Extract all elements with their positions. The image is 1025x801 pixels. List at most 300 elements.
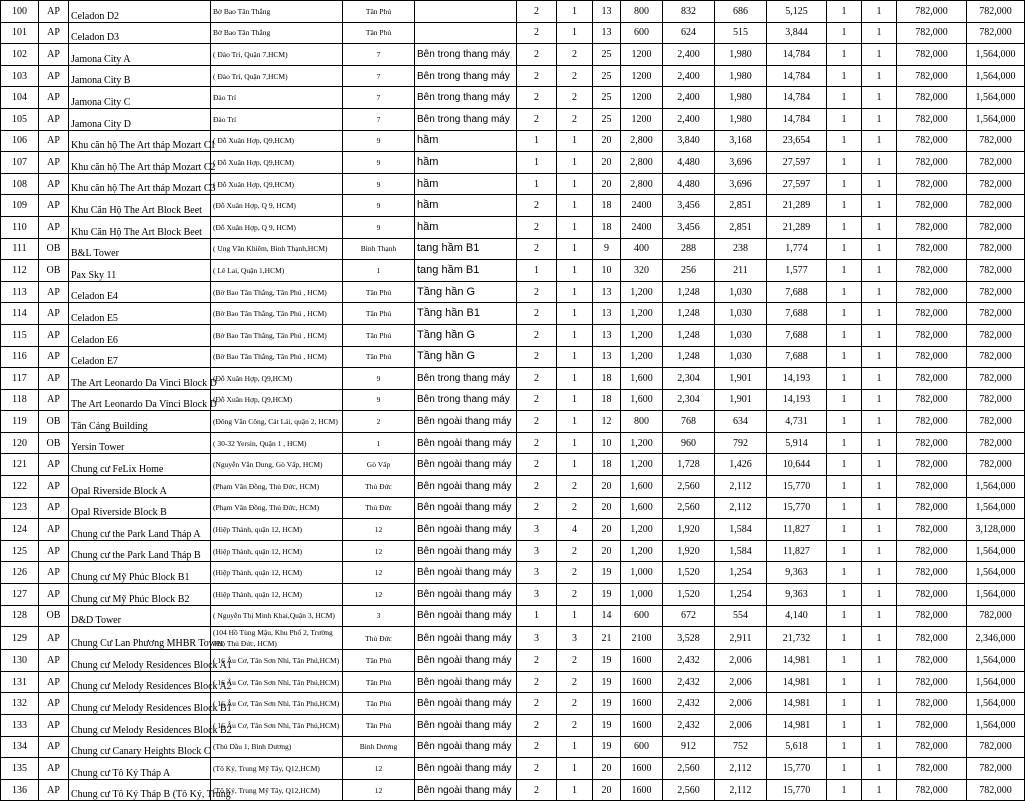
- placement-note-cell: [415, 1, 517, 23]
- address-cell: ( Đỗ Xuân Hợp, Q9,HCM): [211, 130, 343, 152]
- address-cell: ( Đỗ Xuân Hợp, Q9,HCM): [211, 173, 343, 195]
- floor-count-cell: 21: [593, 627, 621, 650]
- screen-count-cell: 2: [517, 1, 557, 23]
- row-number-cell: 102: [1, 44, 39, 66]
- table-row: [1, 519, 1025, 541]
- table-row: [1, 432, 1025, 454]
- district-cell: 9: [343, 152, 415, 174]
- address-cell: ( 16 Âu Cơ, Tân Sơn Nhì, Tân Phú,HCM): [211, 715, 343, 737]
- row-number-cell: 121: [1, 454, 39, 476]
- floor-count-cell: 20: [593, 173, 621, 195]
- impressions-cell: 1,520: [663, 584, 715, 606]
- screen-count-cell: 2: [517, 432, 557, 454]
- elevator-count-cell: 1: [557, 389, 593, 411]
- frequency-cell: 1: [862, 281, 897, 303]
- total-price-cell: 1,564,000: [967, 44, 1025, 66]
- total-price-cell: 782,000: [967, 389, 1025, 411]
- total-views-cell: 14,981: [767, 671, 827, 693]
- building-name-cell: Chung cư FeLix Home: [69, 454, 211, 476]
- floor-count-cell: 13: [593, 346, 621, 368]
- duration-cell: 1: [827, 173, 862, 195]
- reach-cell: 1,584: [715, 519, 767, 541]
- district-cell: Tân Phú: [343, 22, 415, 44]
- reach-cell: 2,006: [715, 671, 767, 693]
- elevator-count-cell: 2: [557, 476, 593, 498]
- floor-count-cell: 10: [593, 432, 621, 454]
- table-row: [1, 303, 1025, 325]
- row-number-cell: 106: [1, 130, 39, 152]
- unit-price-cell: 782,000: [897, 671, 967, 693]
- unit-price-cell: 782,000: [897, 173, 967, 195]
- floor-count-cell: 19: [593, 562, 621, 584]
- total-views-cell: 27,597: [767, 152, 827, 174]
- frequency-cell: 1: [862, 108, 897, 130]
- total-price-cell: 2,346,000: [967, 627, 1025, 650]
- impressions-cell: 3,840: [663, 130, 715, 152]
- screen-count-cell: 3: [517, 562, 557, 584]
- apartment-count-cell: 1,600: [621, 368, 663, 390]
- row-number-cell: 134: [1, 736, 39, 758]
- screen-count-cell: 1: [517, 130, 557, 152]
- unit-price-cell: 782,000: [897, 303, 967, 325]
- row-number-cell: 119: [1, 411, 39, 433]
- placement-note-cell: Bên ngoài thang máy: [415, 758, 517, 780]
- table-row: [1, 736, 1025, 758]
- total-views-cell: 11,827: [767, 540, 827, 562]
- impressions-cell: 2,560: [663, 758, 715, 780]
- total-price-cell: 782,000: [967, 303, 1025, 325]
- address-cell: Đào Trí: [211, 87, 343, 109]
- screen-count-cell: 2: [517, 303, 557, 325]
- apartment-count-cell: 1,600: [621, 476, 663, 498]
- row-number-cell: 133: [1, 715, 39, 737]
- district-cell: 9: [343, 195, 415, 217]
- floor-count-cell: 18: [593, 454, 621, 476]
- table-row: [1, 44, 1025, 66]
- reach-cell: 1,030: [715, 324, 767, 346]
- building-type-cell: AP: [39, 368, 69, 390]
- building-name-cell: Chung cư the Park Land Tháp B: [69, 540, 211, 562]
- building-type-cell: AP: [39, 584, 69, 606]
- duration-cell: 1: [827, 584, 862, 606]
- row-number-cell: 111: [1, 238, 39, 260]
- total-views-cell: 14,784: [767, 44, 827, 66]
- building-name-cell: Celadon E7: [69, 346, 211, 368]
- elevator-count-cell: 1: [557, 368, 593, 390]
- reach-cell: 1,980: [715, 108, 767, 130]
- placement-note-cell: Bên ngoài thang máy: [415, 411, 517, 433]
- duration-cell: 1: [827, 152, 862, 174]
- total-views-cell: 1,577: [767, 260, 827, 282]
- impressions-cell: 624: [663, 22, 715, 44]
- address-cell: (Bờ Bao Tân Thắng, Tân Phú , HCM): [211, 346, 343, 368]
- building-name-cell: Chung cư Melody Residences Block A1: [69, 650, 211, 672]
- impressions-cell: 832: [663, 1, 715, 23]
- apartment-count-cell: 400: [621, 238, 663, 260]
- duration-cell: 1: [827, 519, 862, 541]
- building-name-cell: Chung cư Mỹ Phúc Block B1: [69, 562, 211, 584]
- building-name-cell: Chung cư Melody Residences Block A2: [69, 671, 211, 693]
- frequency-cell: 1: [862, 736, 897, 758]
- district-cell: 2: [343, 411, 415, 433]
- screen-count-cell: 2: [517, 281, 557, 303]
- building-type-cell: AP: [39, 389, 69, 411]
- elevator-count-cell: 1: [557, 758, 593, 780]
- table-row: [1, 671, 1025, 693]
- placement-note-cell: Bên ngoài thang máy: [415, 562, 517, 584]
- table-row: [1, 346, 1025, 368]
- impressions-cell: 1,728: [663, 454, 715, 476]
- table-row: [1, 627, 1025, 650]
- floor-count-cell: 13: [593, 303, 621, 325]
- unit-price-cell: 782,000: [897, 44, 967, 66]
- building-name-cell: Khu căn hộ The Art tháp Mozart C1: [69, 130, 211, 152]
- unit-price-cell: 782,000: [897, 627, 967, 650]
- duration-cell: 1: [827, 411, 862, 433]
- row-number-cell: 117: [1, 368, 39, 390]
- total-views-cell: 3,844: [767, 22, 827, 44]
- reach-cell: 1,584: [715, 540, 767, 562]
- duration-cell: 1: [827, 540, 862, 562]
- frequency-cell: 1: [862, 260, 897, 282]
- placement-note-cell: Bên ngoài thang máy: [415, 779, 517, 801]
- frequency-cell: 1: [862, 519, 897, 541]
- building-name-cell: Chung cư Tô Ký Tháp B (Tô Ký, Trung: [69, 779, 211, 801]
- frequency-cell: 1: [862, 650, 897, 672]
- duration-cell: 1: [827, 627, 862, 650]
- floor-count-cell: 19: [593, 584, 621, 606]
- address-cell: ( Ung Văn Khiêm, Bình Thạnh,HCM): [211, 238, 343, 260]
- placement-note-cell: Bên ngoài thang máy: [415, 627, 517, 650]
- total-price-cell: 3,128,000: [967, 519, 1025, 541]
- impressions-cell: 2,560: [663, 497, 715, 519]
- placement-note-cell: Bên ngoài thang máy: [415, 671, 517, 693]
- unit-price-cell: 782,000: [897, 650, 967, 672]
- address-cell: (Đỗ Xuân Hợp, Q 9, HCM): [211, 195, 343, 217]
- apartment-count-cell: 800: [621, 411, 663, 433]
- total-price-cell: 782,000: [967, 368, 1025, 390]
- row-number-cell: 109: [1, 195, 39, 217]
- screen-count-cell: 2: [517, 389, 557, 411]
- elevator-count-cell: 2: [557, 584, 593, 606]
- total-views-cell: 14,981: [767, 650, 827, 672]
- total-views-cell: 5,914: [767, 432, 827, 454]
- placement-note-cell: Bên trong thang máy: [415, 44, 517, 66]
- total-views-cell: 7,688: [767, 281, 827, 303]
- elevator-count-cell: 2: [557, 715, 593, 737]
- elevator-count-cell: 1: [557, 195, 593, 217]
- screen-count-cell: 2: [517, 238, 557, 260]
- row-number-cell: 100: [1, 1, 39, 23]
- building-name-cell: Opal Riverside Block A: [69, 476, 211, 498]
- apartment-count-cell: 1600: [621, 715, 663, 737]
- duration-cell: 1: [827, 44, 862, 66]
- screen-count-cell: 1: [517, 152, 557, 174]
- unit-price-cell: 782,000: [897, 432, 967, 454]
- building-type-cell: AP: [39, 540, 69, 562]
- elevator-count-cell: 1: [557, 303, 593, 325]
- total-views-cell: 1,774: [767, 238, 827, 260]
- reach-cell: 515: [715, 22, 767, 44]
- unit-price-cell: 782,000: [897, 476, 967, 498]
- total-price-cell: 782,000: [967, 1, 1025, 23]
- frequency-cell: 1: [862, 303, 897, 325]
- duration-cell: 1: [827, 389, 862, 411]
- floor-count-cell: 20: [593, 540, 621, 562]
- unit-price-cell: 782,000: [897, 260, 967, 282]
- placement-note-cell: Bên ngoài thang máy: [415, 519, 517, 541]
- address-cell: (Đỗ Xuân Hợp, Q9,HCM): [211, 368, 343, 390]
- total-price-cell: 782,000: [967, 216, 1025, 238]
- frequency-cell: 1: [862, 238, 897, 260]
- row-number-cell: 129: [1, 627, 39, 650]
- address-cell: (Hiệp Thành, quận 12, HCM): [211, 584, 343, 606]
- total-price-cell: 1,564,000: [967, 671, 1025, 693]
- building-name-cell: Celadon D3: [69, 22, 211, 44]
- row-number-cell: 135: [1, 758, 39, 780]
- apartment-count-cell: 1600: [621, 693, 663, 715]
- duration-cell: 1: [827, 432, 862, 454]
- row-number-cell: 131: [1, 671, 39, 693]
- apartment-count-cell: 2,800: [621, 173, 663, 195]
- row-number-cell: 107: [1, 152, 39, 174]
- reach-cell: 2,911: [715, 627, 767, 650]
- reach-cell: 2,112: [715, 476, 767, 498]
- district-cell: 12: [343, 540, 415, 562]
- placement-note-cell: Bên ngoài thang máy: [415, 497, 517, 519]
- impressions-cell: 2,560: [663, 779, 715, 801]
- row-number-cell: 114: [1, 303, 39, 325]
- impressions-cell: 1,248: [663, 281, 715, 303]
- address-cell: ( Đào Trí, Quận 7,HCM): [211, 65, 343, 87]
- placement-note-cell: Bên ngoài thang máy: [415, 650, 517, 672]
- district-cell: 1: [343, 260, 415, 282]
- address-cell: (Thủ Dầu 1, Bình Dương): [211, 736, 343, 758]
- reach-cell: 634: [715, 411, 767, 433]
- building-type-cell: AP: [39, 173, 69, 195]
- reach-cell: 3,696: [715, 173, 767, 195]
- total-price-cell: 1,564,000: [967, 65, 1025, 87]
- floor-count-cell: 20: [593, 130, 621, 152]
- screen-count-cell: 2: [517, 324, 557, 346]
- district-cell: 9: [343, 216, 415, 238]
- total-price-cell: 782,000: [967, 605, 1025, 627]
- placement-note-cell: hầm: [415, 173, 517, 195]
- placement-note-cell: Bên trong thang máy: [415, 389, 517, 411]
- row-number-cell: 126: [1, 562, 39, 584]
- elevator-count-cell: 2: [557, 44, 593, 66]
- apartment-count-cell: 1200: [621, 108, 663, 130]
- building-type-cell: AP: [39, 497, 69, 519]
- floor-count-cell: 18: [593, 368, 621, 390]
- unit-price-cell: 782,000: [897, 519, 967, 541]
- placement-note-cell: Tầng hần G: [415, 346, 517, 368]
- building-name-cell: D&D Tower: [69, 605, 211, 627]
- row-number-cell: 104: [1, 87, 39, 109]
- elevator-count-cell: 2: [557, 693, 593, 715]
- duration-cell: 1: [827, 346, 862, 368]
- total-price-cell: 782,000: [967, 22, 1025, 44]
- table-row: [1, 650, 1025, 672]
- building-name-cell: Jamona City A: [69, 44, 211, 66]
- impressions-cell: 2,400: [663, 44, 715, 66]
- total-views-cell: 21,732: [767, 627, 827, 650]
- address-cell: (Bờ Bao Tân Thắng, Tân Phú , HCM): [211, 303, 343, 325]
- reach-cell: 1,901: [715, 368, 767, 390]
- unit-price-cell: 782,000: [897, 108, 967, 130]
- address-cell: (Nguyễn Văn Dung, Gò Vấp, HCM): [211, 454, 343, 476]
- row-number-cell: 115: [1, 324, 39, 346]
- row-number-cell: 132: [1, 693, 39, 715]
- address-cell: ( Đỗ Xuân Hợp, Q9,HCM): [211, 152, 343, 174]
- building-type-cell: OB: [39, 432, 69, 454]
- duration-cell: 1: [827, 1, 862, 23]
- impressions-cell: 2,432: [663, 715, 715, 737]
- total-views-cell: 4,140: [767, 605, 827, 627]
- screen-count-cell: 2: [517, 108, 557, 130]
- elevator-count-cell: 2: [557, 65, 593, 87]
- duration-cell: 1: [827, 324, 862, 346]
- floor-count-cell: 20: [593, 152, 621, 174]
- total-price-cell: 1,564,000: [967, 562, 1025, 584]
- building-type-cell: OB: [39, 411, 69, 433]
- frequency-cell: 1: [862, 152, 897, 174]
- building-type-cell: AP: [39, 22, 69, 44]
- total-price-cell: 782,000: [967, 346, 1025, 368]
- row-number-cell: 103: [1, 65, 39, 87]
- reach-cell: 1,426: [715, 454, 767, 476]
- elevator-count-cell: 2: [557, 108, 593, 130]
- address-cell: ( 16 Âu Cơ, Tân Sơn Nhì, Tân Phú,HCM): [211, 693, 343, 715]
- placement-note-cell: Bên ngoài thang máy: [415, 715, 517, 737]
- total-price-cell: 782,000: [967, 432, 1025, 454]
- impressions-cell: 2,400: [663, 87, 715, 109]
- total-price-cell: 782,000: [967, 238, 1025, 260]
- reach-cell: 1,980: [715, 87, 767, 109]
- screen-count-cell: 2: [517, 671, 557, 693]
- building-name-cell: Khu Căn Hộ The Art Block Beet: [69, 216, 211, 238]
- reach-cell: 2,851: [715, 195, 767, 217]
- district-cell: 3: [343, 605, 415, 627]
- duration-cell: 1: [827, 715, 862, 737]
- reach-cell: 2,851: [715, 216, 767, 238]
- impressions-cell: 2,432: [663, 693, 715, 715]
- table-row: [1, 454, 1025, 476]
- placement-note-cell: Bên ngoài thang máy: [415, 476, 517, 498]
- placement-note-cell: Bên ngoài thang máy: [415, 605, 517, 627]
- elevator-count-cell: 1: [557, 260, 593, 282]
- unit-price-cell: 782,000: [897, 346, 967, 368]
- elevator-count-cell: 1: [557, 1, 593, 23]
- row-number-cell: 125: [1, 540, 39, 562]
- frequency-cell: 1: [862, 130, 897, 152]
- unit-price-cell: 782,000: [897, 368, 967, 390]
- elevator-count-cell: 1: [557, 216, 593, 238]
- address-cell: (Phạm Văn Đồng, Thủ Đức, HCM): [211, 476, 343, 498]
- address-cell: (Phạm Văn Đồng, Thủ Đức, HCM): [211, 497, 343, 519]
- address-cell: (Đỗ Xuân Hợp, Q9,HCM): [211, 389, 343, 411]
- reach-cell: 1,030: [715, 303, 767, 325]
- screen-count-cell: 2: [517, 44, 557, 66]
- duration-cell: 1: [827, 562, 862, 584]
- floor-count-cell: 20: [593, 519, 621, 541]
- frequency-cell: 1: [862, 1, 897, 23]
- address-cell: (Hiệp Thành, quận 12, HCM): [211, 540, 343, 562]
- row-number-cell: 118: [1, 389, 39, 411]
- impressions-cell: 2,400: [663, 108, 715, 130]
- duration-cell: 1: [827, 87, 862, 109]
- total-price-cell: 1,564,000: [967, 476, 1025, 498]
- building-type-cell: AP: [39, 476, 69, 498]
- reach-cell: 2,112: [715, 758, 767, 780]
- floor-count-cell: 19: [593, 693, 621, 715]
- total-views-cell: 14,784: [767, 65, 827, 87]
- address-cell: ( Nguyễn Thị Minh Khai,Quận 3, HCM): [211, 605, 343, 627]
- building-name-cell: Celadon E6: [69, 324, 211, 346]
- screen-count-cell: 2: [517, 497, 557, 519]
- address-cell: (Bờ Bao Tân Thắng, Tân Phú , HCM): [211, 324, 343, 346]
- total-views-cell: 23,654: [767, 130, 827, 152]
- reach-cell: 2,006: [715, 693, 767, 715]
- impressions-cell: 2,560: [663, 476, 715, 498]
- screen-count-cell: 3: [517, 519, 557, 541]
- district-cell: 12: [343, 779, 415, 801]
- total-views-cell: 15,770: [767, 497, 827, 519]
- total-views-cell: 5,618: [767, 736, 827, 758]
- district-cell: Tân Phú: [343, 715, 415, 737]
- duration-cell: 1: [827, 368, 862, 390]
- duration-cell: 1: [827, 108, 862, 130]
- building-type-cell: AP: [39, 108, 69, 130]
- building-name-cell: The Art Leonardo Da Vinci Block D: [69, 389, 211, 411]
- unit-price-cell: 782,000: [897, 693, 967, 715]
- floor-count-cell: 14: [593, 605, 621, 627]
- table-row: [1, 195, 1025, 217]
- total-views-cell: 14,193: [767, 368, 827, 390]
- placement-note-cell: tang hầm B1: [415, 260, 517, 282]
- district-cell: Bình Thạnh: [343, 238, 415, 260]
- district-cell: Tân Phú: [343, 671, 415, 693]
- duration-cell: 1: [827, 476, 862, 498]
- elevator-count-cell: 1: [557, 346, 593, 368]
- impressions-cell: 1,520: [663, 562, 715, 584]
- placement-note-cell: Bên ngoài thang máy: [415, 736, 517, 758]
- placement-note-cell: Bên ngoài thang máy: [415, 584, 517, 606]
- district-cell: Thủ Đức: [343, 476, 415, 498]
- total-views-cell: 10,644: [767, 454, 827, 476]
- total-views-cell: 9,363: [767, 562, 827, 584]
- placement-note-cell: [415, 22, 517, 44]
- frequency-cell: 1: [862, 195, 897, 217]
- duration-cell: 1: [827, 605, 862, 627]
- total-price-cell: 782,000: [967, 736, 1025, 758]
- building-type-cell: AP: [39, 216, 69, 238]
- address-cell: (Tô Ký, Trung Mỹ Tây, Q12,HCM): [211, 779, 343, 801]
- row-number-cell: 123: [1, 497, 39, 519]
- impressions-cell: 2,304: [663, 389, 715, 411]
- frequency-cell: 1: [862, 389, 897, 411]
- reach-cell: 1,980: [715, 44, 767, 66]
- building-name-cell: Celadon E4: [69, 281, 211, 303]
- apartment-count-cell: 1,000: [621, 562, 663, 584]
- total-views-cell: 9,363: [767, 584, 827, 606]
- duration-cell: 1: [827, 779, 862, 801]
- apartment-count-cell: 1,200: [621, 454, 663, 476]
- row-number-cell: 112: [1, 260, 39, 282]
- unit-price-cell: 782,000: [897, 736, 967, 758]
- screen-count-cell: 2: [517, 693, 557, 715]
- unit-price-cell: 782,000: [897, 65, 967, 87]
